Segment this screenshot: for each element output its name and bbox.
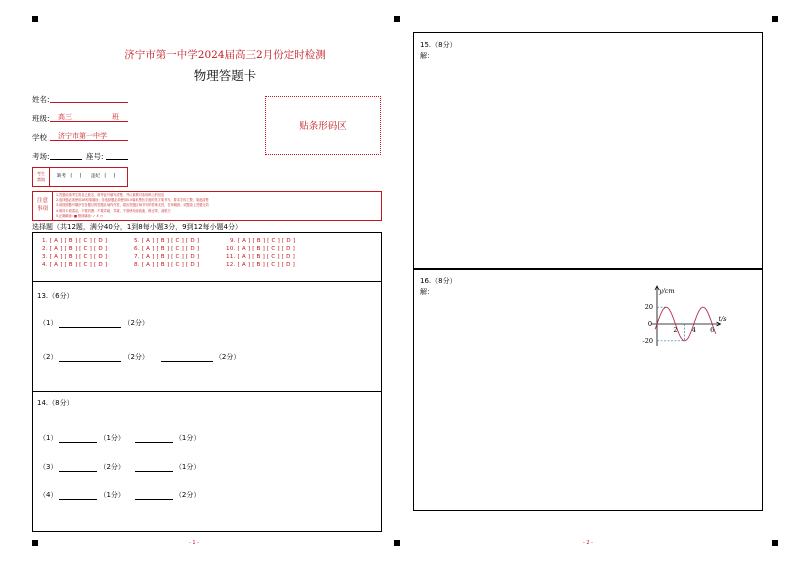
answer-blank[interactable] [59, 320, 121, 328]
score-label: （2分） [174, 491, 201, 499]
class-suffix: 班 [112, 113, 119, 121]
registration-mark [772, 540, 778, 546]
x-tick-label: 6 [710, 326, 715, 334]
wave-graph [640, 283, 750, 353]
missing-mark[interactable] [57, 173, 81, 179]
school-value: 济宁市第一中学 [58, 132, 107, 140]
score-label: （1分） [99, 434, 125, 442]
score-label: （1分） [99, 491, 125, 499]
q14-row1 [39, 433, 200, 443]
q15-box[interactable] [413, 32, 763, 270]
school-label: 学校 [32, 133, 47, 142]
q14-heading: 14.（8分） [37, 399, 74, 407]
divider [32, 281, 381, 282]
answer-blank[interactable] [59, 464, 97, 472]
violation-label: 违纪 [91, 174, 100, 179]
score-label: （2分） [99, 463, 125, 471]
mc-row[interactable]: 8. [ A ] [ B ] [ C ] [ D ] [134, 262, 200, 268]
score-label: （2分） [214, 353, 241, 361]
part-label: （1） [39, 434, 58, 442]
notes-tag-line: 注意 [36, 198, 48, 204]
score-label: （2分） [123, 319, 149, 327]
note-line: 2.选择题必须使用2B铅笔填涂；非选择题必须使用0.5毫米黑色字迹的签字笔书写，要求字体工整，笔迹清楚 [56, 198, 209, 203]
mc-row[interactable]: 11. [ A ] [ B ] [ C ] [ D ] [226, 254, 295, 260]
registration-mark [394, 16, 400, 22]
notes-tag [33, 192, 53, 220]
answer-sheet-title: 物理答题卡 [193, 68, 257, 83]
name-field[interactable] [50, 93, 128, 103]
part-label: （1） [39, 319, 58, 327]
q16-heading: 16.（8分） [420, 277, 457, 285]
note-line: 3.请按照题号顺序在各题目的答题区域内作答，超出答题区域书写的答案无效，在草稿纸、试题卷上答题无效 [56, 203, 209, 208]
class-field[interactable] [50, 112, 128, 122]
q14-row2 [39, 462, 200, 472]
class-label: 班级: [32, 114, 50, 123]
q16-solve: 解： [420, 288, 434, 296]
candidate-box [32, 167, 128, 187]
x-tick-label: 4 [691, 326, 696, 334]
barcode-area [265, 96, 381, 155]
x-axis-label: t/s [718, 315, 727, 323]
missing-label: 缺考 [57, 174, 66, 179]
origin-label: 0 [647, 320, 652, 328]
registration-mark [772, 16, 778, 22]
bracket: ] [113, 174, 116, 179]
candidate-tag [33, 168, 50, 186]
bracket: [ [104, 174, 107, 179]
class-value: 高三 [58, 113, 72, 121]
candidate-tag-line: 考生 [37, 171, 45, 176]
mc-row[interactable]: 3. [ A ] [ B ] [ C ] [ D ] [42, 254, 108, 260]
part-label: （3） [39, 463, 58, 471]
notes-tag-line: 事项 [36, 206, 48, 212]
registration-mark [32, 16, 38, 22]
x-tick-label: 2 [673, 326, 678, 334]
school-field[interactable] [50, 131, 128, 141]
bracket: [ [70, 174, 73, 179]
answer-blank[interactable] [135, 464, 173, 472]
answer-blank[interactable] [135, 492, 173, 500]
q14-row3 [39, 490, 200, 500]
q13-heading: 13.（6分） [37, 292, 74, 300]
q13-part1 [39, 318, 149, 328]
answer-blank[interactable] [59, 492, 97, 500]
registration-mark [32, 540, 38, 546]
notes-list [56, 193, 379, 219]
answer-blank[interactable] [135, 435, 173, 443]
q15-solve: 解： [420, 52, 434, 60]
mc-row[interactable]: 5. [ A ] [ B ] [ C ] [ D ] [134, 238, 200, 244]
mc-row[interactable]: 2. [ A ] [ B ] [ C ] [ D ] [42, 246, 108, 252]
answer-blank[interactable] [161, 354, 213, 362]
notes-box [32, 191, 382, 221]
score-label: （1分） [174, 434, 201, 442]
q15-heading: 15.（8分） [420, 41, 457, 49]
registration-mark [394, 540, 400, 546]
q13-part2 [39, 352, 240, 362]
part-label: （2） [39, 353, 58, 361]
mc-row[interactable]: 4. [ A ] [ B ] [ C ] [ D ] [42, 262, 108, 268]
y-tick-label: -20 [642, 336, 653, 345]
room-label: 考场: [32, 152, 50, 161]
part-label: （4） [39, 491, 58, 499]
seat-field[interactable] [106, 150, 128, 160]
y-axis-label: y/cm [659, 287, 675, 295]
score-label: （1分） [174, 463, 201, 471]
answer-blank[interactable] [59, 354, 121, 362]
mc-row[interactable]: 7. [ A ] [ B ] [ C ] [ D ] [134, 254, 200, 260]
mc-row[interactable]: 10. [ A ] [ B ] [ C ] [ D ] [226, 246, 295, 252]
violation-mark[interactable] [91, 173, 115, 179]
room-field[interactable] [50, 150, 82, 160]
mc-row[interactable]: 6. [ A ] [ B ] [ C ] [ D ] [134, 246, 200, 252]
exam-title: 济宁市第一中学2024届高三2月份定时检测 [124, 49, 326, 61]
divider [32, 391, 381, 392]
mc-row[interactable]: 12. [ A ] [ B ] [ C ] [ D ] [226, 262, 295, 268]
y-tick-label: 20 [644, 303, 653, 312]
barcode-label: 贴条形码区 [299, 121, 347, 132]
mc-heading: 选择题（共12题，满分40分，1到8每小题3分，9到12每小题4分） [32, 223, 242, 231]
candidate-tag-line: 禁填 [37, 177, 45, 182]
name-label: 姓名: [32, 95, 50, 104]
answer-blank[interactable] [59, 435, 97, 443]
score-label: （2分） [123, 353, 149, 361]
page-number: - 1 - [189, 540, 199, 546]
mc-row[interactable]: 9. [ A ] [ B ] [ C ] [ D ] [230, 238, 296, 244]
mc-box [32, 232, 382, 532]
note-line: 1.答题前请考生将自己姓名、准考证号填写清楚，并认真核对条形码上的信息 [56, 193, 165, 197]
note-line: 5.正确填涂: ■ 错误填涂: ✓ ✗ ○ [56, 213, 103, 218]
mc-row[interactable]: 1. [ A ] [ B ] [ C ] [ D ] [42, 238, 108, 244]
seat-label: 座号: [86, 152, 104, 161]
note-line: 4.保持卡面清洁，不要折叠、不要弄破、弄皱，不准使用涂改液、修正带、刮纸刀 [56, 208, 171, 213]
page-number: - 2 - [583, 540, 593, 546]
bracket: ] [79, 174, 82, 179]
